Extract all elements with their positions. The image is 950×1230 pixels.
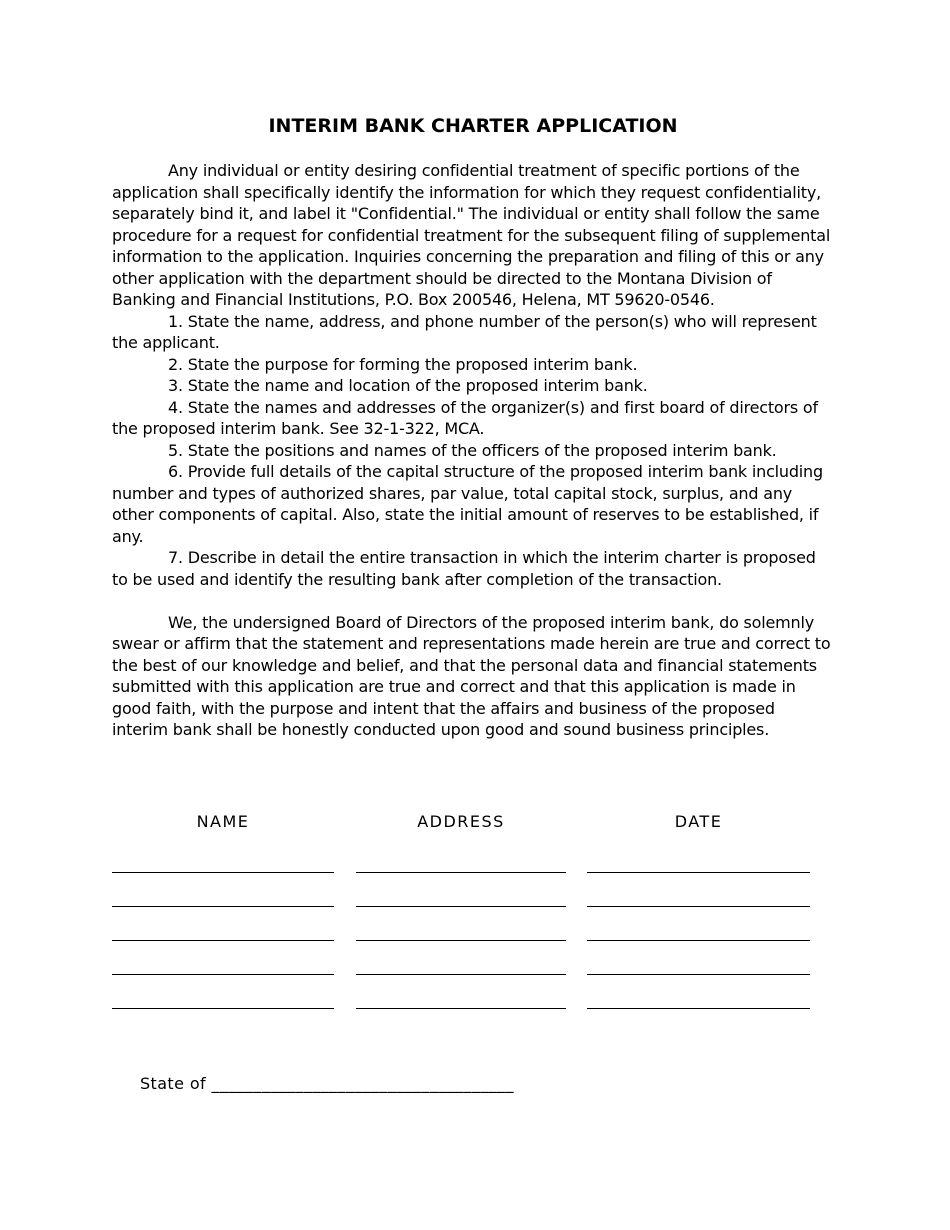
address-line[interactable]	[356, 906, 566, 907]
item-4: 4. State the names and addresses of the organizer(s) and first board of directors of the proposed interim bank. See 32-1-322, MCA.	[112, 397, 818, 438]
document-page	[112, 112, 834, 831]
signature-table-header	[112, 812, 834, 836]
item-1: 1. State the name, address, and phone number of the person(s) who will represent the applicant.	[112, 311, 817, 352]
signature-row	[112, 906, 834, 940]
signature-row	[112, 974, 834, 1008]
signature-rows	[112, 872, 834, 1042]
name-line[interactable]	[112, 940, 334, 941]
name-line[interactable]	[112, 1008, 334, 1009]
item-3: 3. State the name and location of the proposed interim bank.	[168, 376, 648, 395]
name-line[interactable]	[112, 974, 334, 975]
address-line[interactable]	[356, 872, 566, 873]
state-of-field: State of ____________________________________	[140, 1074, 514, 1093]
address-line[interactable]	[356, 974, 566, 975]
document-title: INTERIM BANK CHARTER APPLICATION	[268, 115, 678, 137]
column-header-date: DATE	[674, 812, 723, 831]
paragraph-gap	[112, 590, 834, 612]
name-line[interactable]	[112, 872, 334, 873]
date-line[interactable]	[587, 1008, 810, 1009]
date-line[interactable]	[587, 974, 810, 975]
signature-row	[112, 872, 834, 906]
signature-row	[112, 1008, 834, 1042]
address-line[interactable]	[356, 940, 566, 941]
oath-paragraph: We, the undersigned Board of Directors of the proposed interim bank, do solemnly swear or affirm that the statement and representations made herein are true and correct to the best of our knowledge and belief, and that the personal data and financial statements submitted with this application are true and correct and that this application is made in good faith, with the purpose and intent that the affairs and business of the proposed interim bank shall be honestly conducted upon good and sound business principles.	[112, 612, 831, 739]
column-header-address: ADDRESS	[417, 812, 505, 831]
date-line[interactable]	[587, 940, 810, 941]
intro-paragraph: Any individual or entity desiring confidential treatment of specific portions of the application shall specifically identify the information for which they request confidentiality, separately bind it, and label it "Confidential." The individual or entity shall follow the same procedure for a request for confidential treatment for the subsequent filing of supplemental information to the application. Inquiries concerning the preparation and filing of this or any other application with the department should be directed to the Montana Division of Banking and Financial Institutions, P.O. Box 200546, Helena, MT 59620-0546.	[112, 161, 831, 309]
item-6: 6. Provide full details of the capital structure of the proposed interim bank including number and types of authorized shares, par value, total capital stock, surplus, and any other components of capital. Also, state the initial amount of reserves to be established, if any.	[112, 462, 823, 546]
date-line[interactable]	[587, 906, 810, 907]
name-line[interactable]	[112, 906, 334, 907]
item-7: 7. Describe in detail the entire transaction in which the interim charter is proposed to be used and identify the resulting bank after completion of the transaction.	[112, 548, 816, 589]
column-header-name: NAME	[196, 812, 250, 831]
signature-row	[112, 940, 834, 974]
item-2: 2. State the purpose for forming the proposed interim bank.	[168, 354, 638, 374]
address-line[interactable]	[356, 1008, 566, 1009]
item-5: 5. State the positions and names of the officers of the proposed interim bank.	[168, 440, 777, 460]
date-line[interactable]	[587, 872, 810, 873]
